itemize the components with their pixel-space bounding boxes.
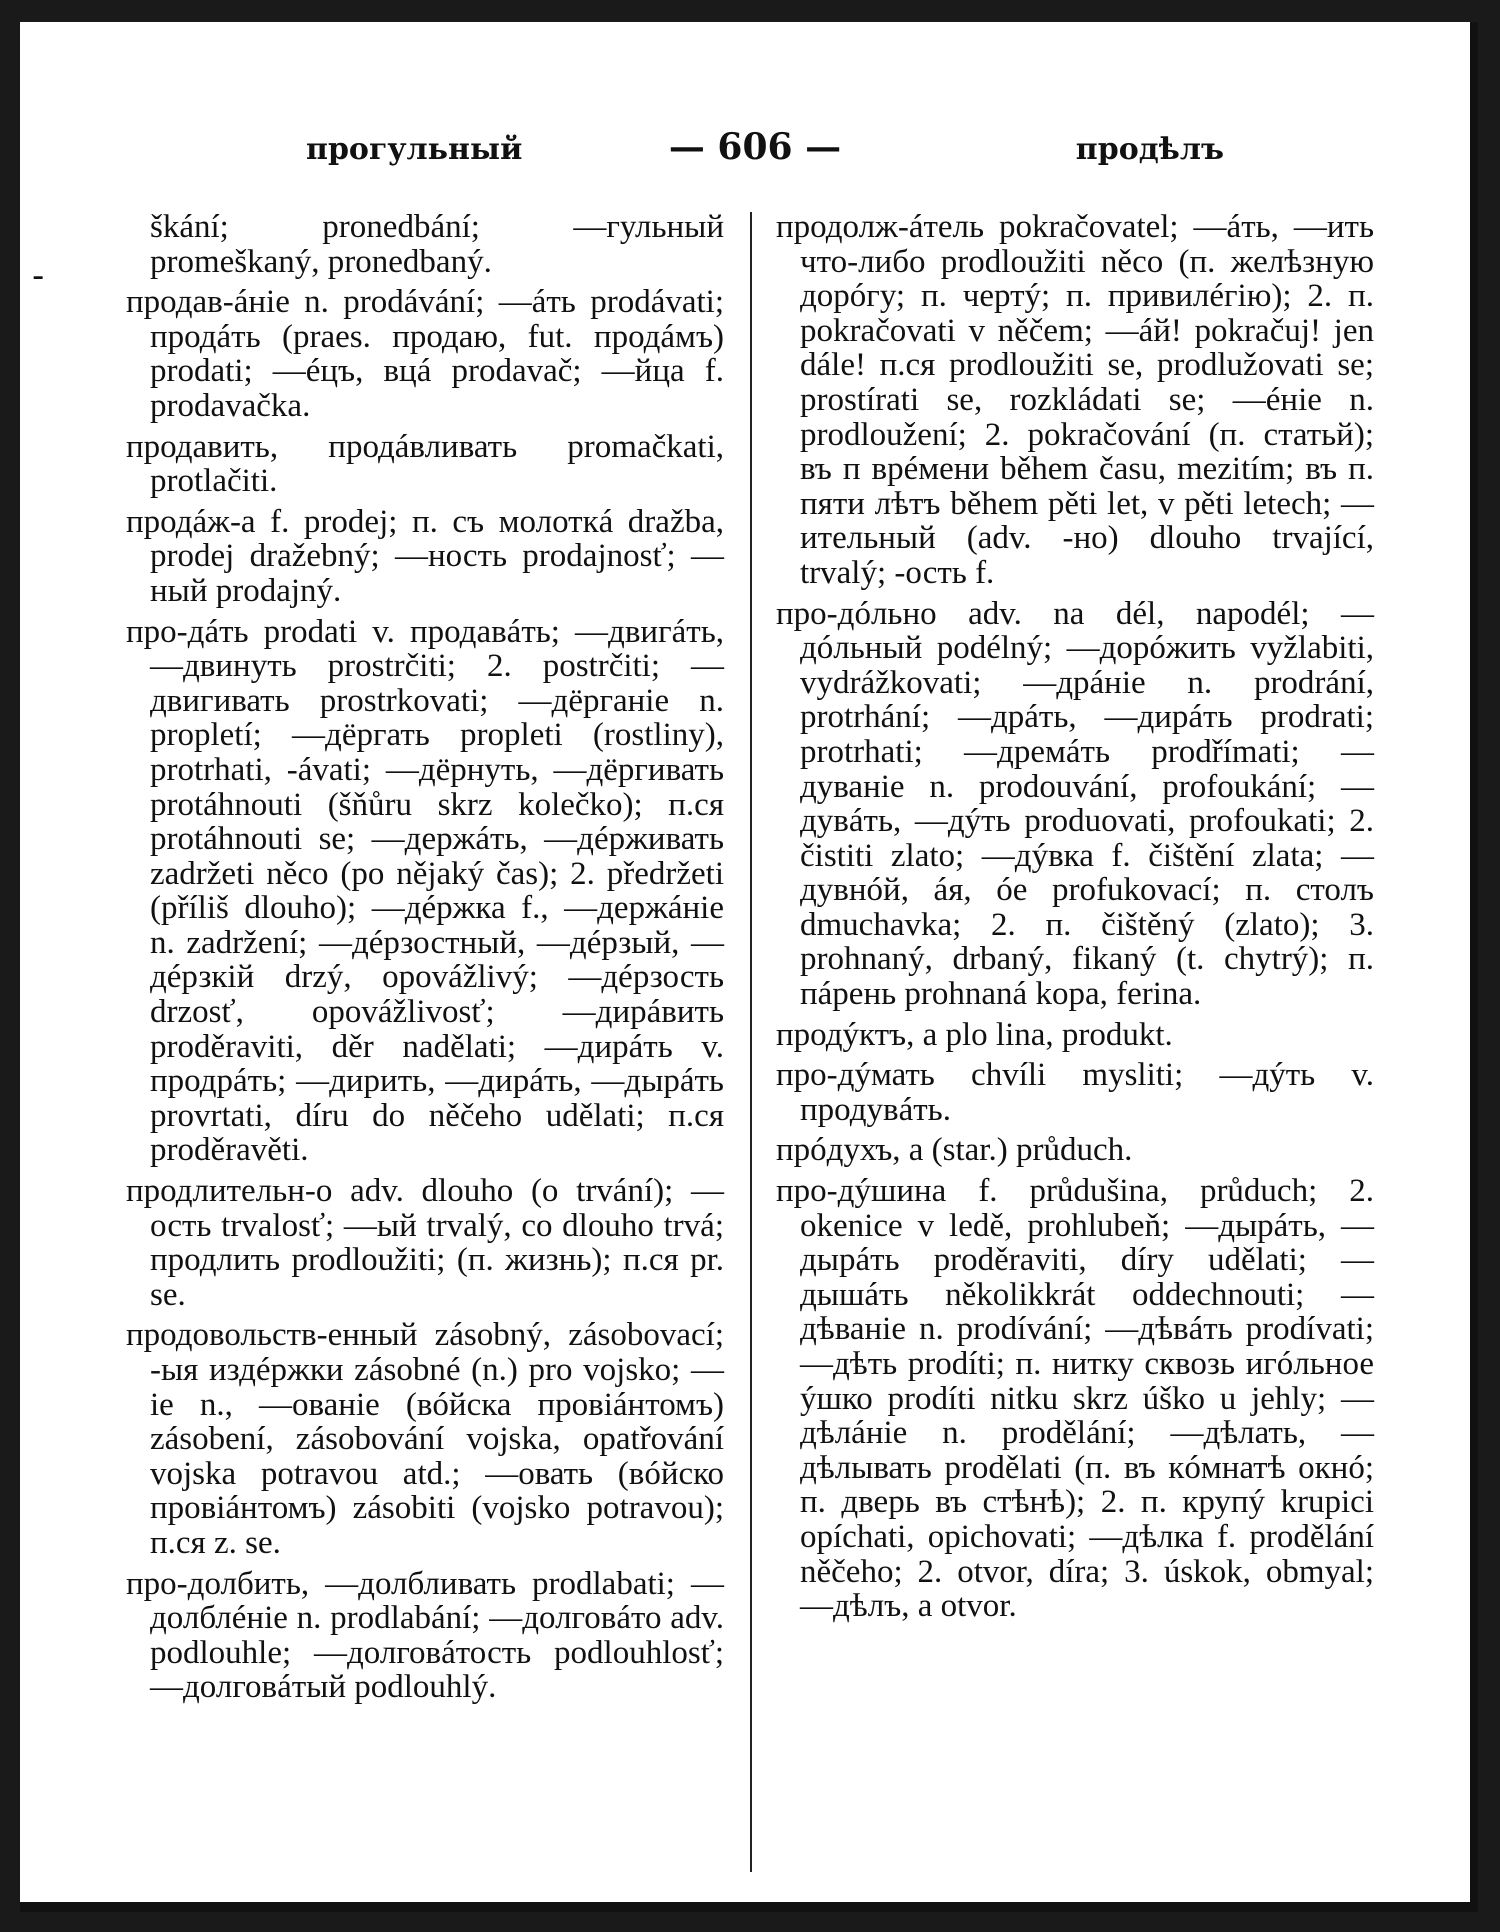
dictionary-entry: про-дýшина f. průdušina, průduch; 2. okenice v ledě, prohlubeň; —дырáть, —дырáть proděraviti, díry udělati; —дышáть několikkrát oddechnouti; —дѣваніе n. prodívání; —дѣвáть prodívati; —дѣть prodíti; п. нитку сквозь игóльное ýшко prodíti nitku skrz úško u jehly; —дѣлáніе n. prodělání; —дѣлать, —дѣлывать prodělati (п. въ кóмнатѣ окнó; п. дверь въ стѣнѣ); 2. п. крупý krupici opíchati, opichovati; —дѣлка f. prodělání něčeho; 2. otvor, díra; 3. úskok, obmyal; —дѣлъ, a otvor. bbox=[776, 1173, 1374, 1625]
dictionary-entry: продýктъ, a plo lina, produkt. bbox=[776, 1016, 1173, 1053]
header-guide-word-left: прогульный bbox=[306, 132, 523, 167]
dictionary-entry: прóдухъ, a (star.) průduch. bbox=[776, 1132, 1133, 1169]
left-column bbox=[126, 210, 724, 1711]
dictionary-entry: škání; pronedbání; —гульный promeškaný, pronedbaný. bbox=[150, 209, 724, 280]
page-number: — 606 — bbox=[668, 126, 842, 168]
dictionary-entry: про-дóльно adv. na dél, napodél; —дóльный podélný; —дорóжить vyžlabiti, vydrážkovati; —дрáніе n. prodrání, protrhání; —дрáть, —дирáть prodrati; protrhati; —дремáть prodřímati; —дуваніе n. prodouvání, profoukání; —дувáть, —дýть produovati, profoukati; 2. čistiti zlato; —дýвка f. čištění zlata; —дувнóй, áя, óе profukovací; п. столъ dmuchavka; 2. п. čištěný (zlato); 3. prohnaný, drbaný, fikaný (t. chytrý); п. пáрень prohnaná kopa, ferina. bbox=[776, 595, 1374, 1013]
dictionary-entry: продолж-áтель pokračovatel; —áть, —ить что-либо prodloužiti něco (п. желѣзную дорóгу; п. чертý; п. привилéгію); 2. п. pokračovati v něčem; —áй! pokračuj! jen dále! п.ся prodloužiti se, prodlužovati se; prostírati se, rozkládati se; —éніе n. prodloužení; 2. pokračování (п. статьй); въ п врéмени během času, mezitím; въ п. пяти лѣтъ během pěti let, v pěti letech; —ительный (adv. -но) dlouho trvající, trvalý; -ость f. bbox=[776, 209, 1374, 591]
dictionary-entry: продавить, продáвливать promačkati, protlačiti. bbox=[126, 428, 724, 500]
page-edge-bottom bbox=[20, 1902, 1478, 1912]
margin-mark: - bbox=[32, 256, 45, 296]
dictionary-entry: про-дýмать chvíli mysliti; —дýть v. продувáть. bbox=[776, 1057, 1374, 1128]
running-header bbox=[126, 112, 1384, 172]
right-column bbox=[776, 210, 1374, 1630]
dictionary-entry: продáж-а f. prodej; п. съ молоткá dražba, prodej dražebný; —ность prodajnosť; —ный prodajný. bbox=[126, 503, 724, 609]
dictionary-entry: продлительн-о adv. dlouho (o trvání); —ость trvalosť; —ый trvalý, co dlouho trvá; продлить prodloužiti; (п. жизнь); п.ся pr. se. bbox=[126, 1173, 724, 1313]
dictionary-entry: продовольств-енный zásobný, zásobovací; -ыя издéржки zásobné (n.) pro vojsko; —іе n., —ованіе (вóйска провіáнтомъ) zásobení, zásobování vojska, opatřování vojska potravou atd.; —овать (вóйско провіáнтомъ) zásobiti (vojsko potravou); п.ся z. se. bbox=[126, 1317, 724, 1561]
dictionary-entry: продав-áніе n. prodávání; —áть prodávati; продáть (praes. продаю, fut. продáмъ) prodati; —éцъ, вцá prodavač; —йца f. prodavačka. bbox=[126, 284, 724, 424]
dictionary-entry: про-долбить, —долбливать prodlabati; —долблéніе n. prodlabání; —долговáто adv. podlouhle; —долговáтость podlouhlosť; —долговáтый podlouhlý. bbox=[126, 1565, 724, 1706]
page-edge-right bbox=[1470, 22, 1478, 1912]
header-guide-word-right: продѣлъ bbox=[1075, 132, 1224, 167]
column-divider bbox=[750, 212, 752, 1872]
dictionary-entry: про-дáть prodati v. продавáть; —двигáть, —двинуть prostrčiti; 2. postrčiti; —двигивать prostrkovati; —дёрганіе n. propletí; —дёргать propleti (rostliny), protrhati, -ávati; —дёрнуть, —дёргивать protáhnouti (šňůru skrz kolečko); п.ся protáhnouti se; —держáть, —дéрживать zadržeti něco (po nějaký čas); 2. předržeti (příliš dlouho); —дéржка f., —держáніе n. zadržení; —дéрзостный, —дéрзый, —дéрзкій drzý, opovážlivý; —дéрзость drzosť, opovážlivosť; —дирáвить proděraviti, děr nadělati; —дирáть v. продрáть; —дирить, —дирáть, —дырáть provrtati, díru do něčeho udělati; п.ся proděravěti. bbox=[126, 613, 724, 1169]
